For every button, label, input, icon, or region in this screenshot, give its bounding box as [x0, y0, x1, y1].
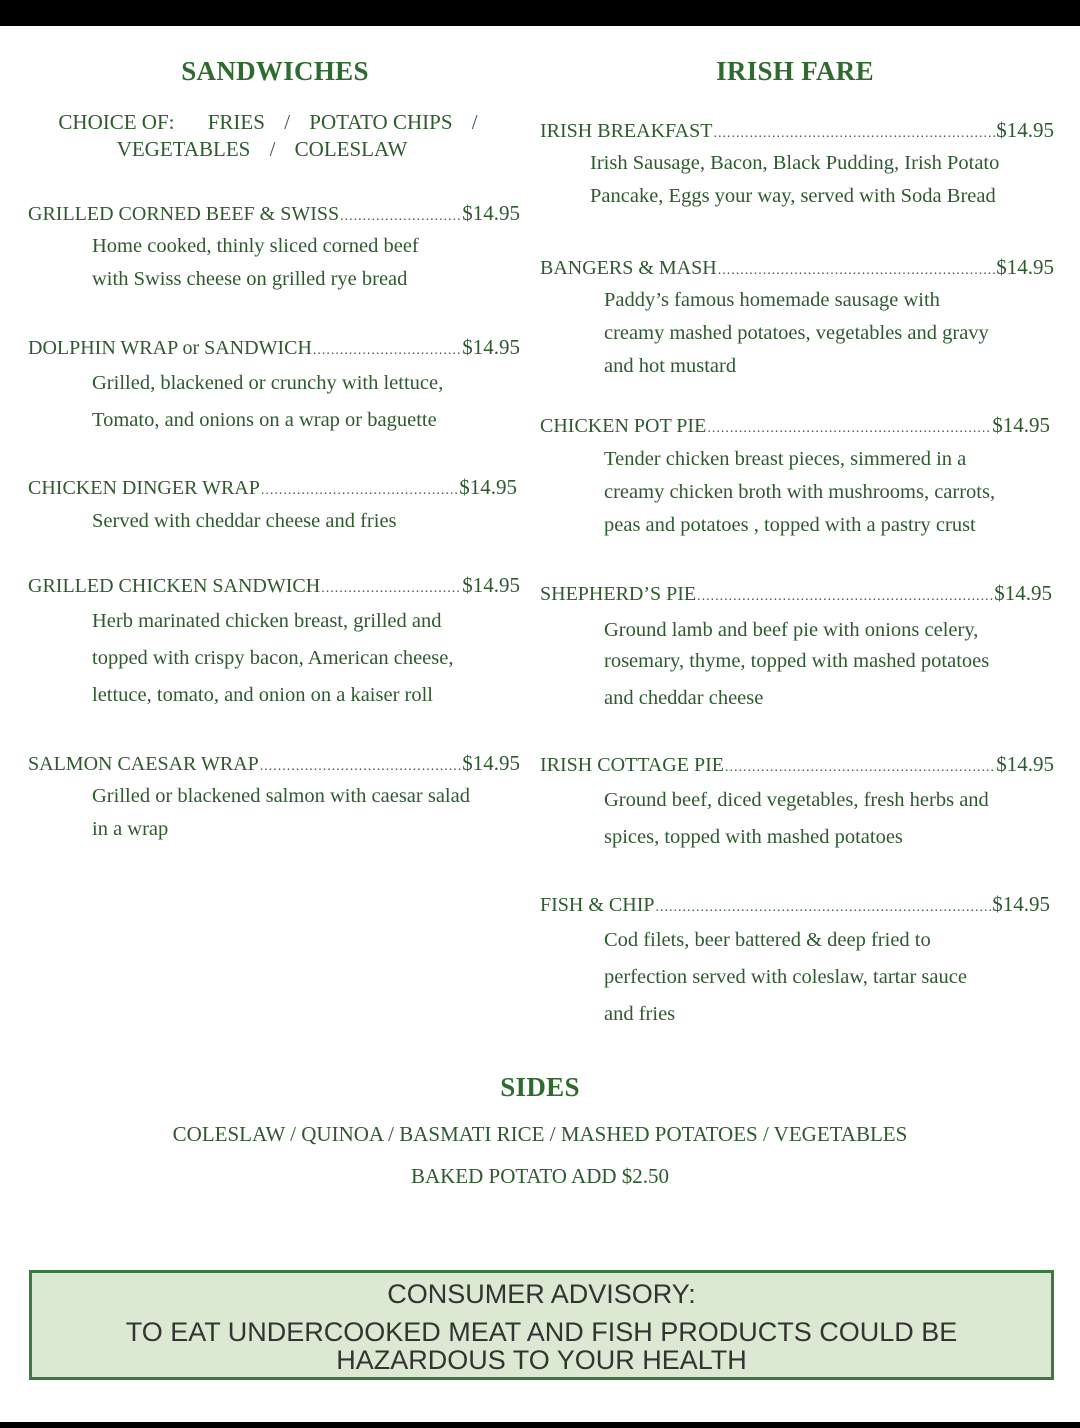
consumer-advisory-box: [29, 1270, 1054, 1380]
item-description: Tender chicken breast pieces, simmered in a: [604, 448, 967, 470]
leader-dots: [713, 126, 995, 142]
item-description: Cod filets, beer battered & deep fried to: [604, 929, 931, 951]
item-name: SHEPHERD’S PIE: [540, 583, 697, 605]
menu-item: [28, 751, 520, 841]
menu-item: [540, 752, 1054, 849]
choice-label: CHOICE OF:: [58, 110, 175, 134]
item-description: Grilled, blackened or crunchy with lettuce,: [92, 372, 444, 394]
item-description: Served with cheddar cheese and fries: [92, 510, 397, 532]
leader-dots: [321, 581, 461, 597]
menu-item: [28, 335, 520, 432]
item-name: FISH & CHIP: [540, 894, 655, 916]
leader-dots: [655, 900, 991, 916]
item-description: Tomato, and onions on a wrap or baguette: [92, 409, 437, 431]
item-price: $14.95: [459, 475, 517, 499]
item-description: Pancake, Eggs your way, served with Soda Bread: [590, 185, 996, 207]
menu-item: [28, 573, 520, 707]
choice-separator: /: [471, 110, 478, 134]
sides-heading: SIDES: [500, 1072, 580, 1102]
leader-dots: [718, 263, 996, 279]
item-price: $14.95: [462, 751, 520, 775]
advisory-line-2: HAZARDOUS TO YOUR HEALTH: [336, 1345, 747, 1375]
item-description: and fries: [604, 1003, 676, 1025]
menu-item: [28, 475, 517, 533]
advisory-title: CONSUMER ADVISORY:: [387, 1279, 696, 1309]
sides-extra: BAKED POTATO ADD $2.50: [410, 1164, 670, 1188]
item-description: creamy mashed potatoes, vegetables and gravy: [604, 322, 989, 344]
item-description: Herb marinated chicken breast, grilled and: [92, 610, 442, 632]
item-name: IRISH COTTAGE PIE: [540, 754, 724, 776]
leader-dots: [313, 343, 461, 359]
item-description: perfection served with coleslaw, tartar sauce: [604, 966, 967, 988]
choice-potato-chips: POTATO CHIPS: [309, 110, 453, 134]
menu-item: [540, 255, 1054, 378]
item-name: CHICKEN POT PIE: [540, 415, 707, 437]
item-description: and hot mustard: [604, 355, 737, 377]
item-price: $14.95: [992, 413, 1050, 437]
item-price: $14.95: [996, 255, 1054, 279]
bottom-black-bar: [0, 1422, 1080, 1428]
item-price: $14.95: [996, 752, 1054, 776]
item-description: in a wrap: [92, 818, 169, 840]
item-name: BANGERS & MASH: [540, 257, 717, 279]
choice-vegetables: VEGETABLES: [116, 137, 251, 161]
menu-item: [540, 413, 1050, 537]
leader-dots: [697, 589, 993, 605]
item-name: SALMON CAESAR WRAP: [28, 753, 259, 775]
item-description: spices, topped with mashed potatoes: [604, 826, 903, 848]
advisory-line-1: TO EAT UNDERCOOKED MEAT AND FISH PRODUCTS COULD BE: [125, 1317, 958, 1347]
item-name: GRILLED CHICKEN SANDWICH: [28, 575, 321, 597]
item-description: peas and potatoes , topped with a pastry crust: [604, 514, 976, 536]
item-description: creamy chicken broth with mushrooms, carrots,: [604, 481, 996, 503]
choice-separator: /: [269, 137, 276, 161]
item-description: and cheddar cheese: [604, 687, 764, 709]
item-description: lettuce, tomato, and onion on a kaiser roll: [92, 684, 434, 706]
item-description: Ground beef, diced vegetables, fresh herbs and: [604, 789, 989, 811]
top-black-bar: [0, 0, 1080, 26]
sandwich-side-choices: [40, 109, 510, 163]
leader-dots: [260, 759, 461, 775]
item-description: Ground lamb and beef pie with onions celery,: [604, 619, 979, 641]
item-description: Home cooked, thinly sliced corned beef: [92, 235, 419, 257]
choice-line-2: [40, 136, 510, 163]
item-price: $14.95: [462, 573, 520, 597]
item-description: topped with crispy bacon, American cheese,: [92, 647, 454, 669]
item-price: $14.95: [996, 118, 1054, 142]
choice-separator: /: [284, 110, 291, 134]
sides-list: COLESLAW / QUINOA / BASMATI RICE / MASHED POTATOES / VEGETABLES: [172, 1122, 908, 1146]
sandwiches-heading: SANDWICHES: [181, 56, 369, 86]
item-name: CHICKEN DINGER WRAP: [28, 477, 260, 499]
item-price: $14.95: [462, 335, 520, 359]
item-name: GRILLED CORNED BEEF & SWISS: [28, 203, 340, 225]
choice-line-1: [40, 109, 510, 136]
menu-item: [28, 201, 520, 291]
item-name: IRISH BREAKFAST: [540, 120, 713, 142]
choice-fries: FRIES: [207, 110, 265, 134]
item-description: Paddy’s famous homemade sausage with: [604, 289, 940, 311]
leader-dots: [340, 209, 461, 225]
item-price: $14.95: [992, 892, 1050, 916]
menu-item: [540, 581, 1052, 710]
item-description: rosemary, thyme, topped with mashed potatoes: [604, 650, 990, 672]
menu-item: [540, 892, 1050, 1026]
leader-dots: [261, 483, 458, 499]
advisory-text: [32, 1318, 1051, 1374]
item-description: with Swiss cheese on grilled rye bread: [92, 268, 408, 290]
item-description: Grilled or blackened salmon with caesar salad: [92, 785, 470, 807]
item-description: Irish Sausage, Bacon, Black Pudding, Irish Potato: [590, 152, 1000, 174]
leader-dots: [725, 760, 995, 776]
menu-item: [540, 118, 1054, 208]
leader-dots: [707, 421, 991, 437]
choice-coleslaw: COLESLAW: [294, 137, 408, 161]
item-price: $14.95: [462, 201, 520, 225]
item-price: $14.95: [994, 581, 1052, 605]
item-name: DOLPHIN WRAP or SANDWICH: [28, 337, 312, 359]
irish-fare-heading: IRISH FARE: [716, 56, 874, 86]
